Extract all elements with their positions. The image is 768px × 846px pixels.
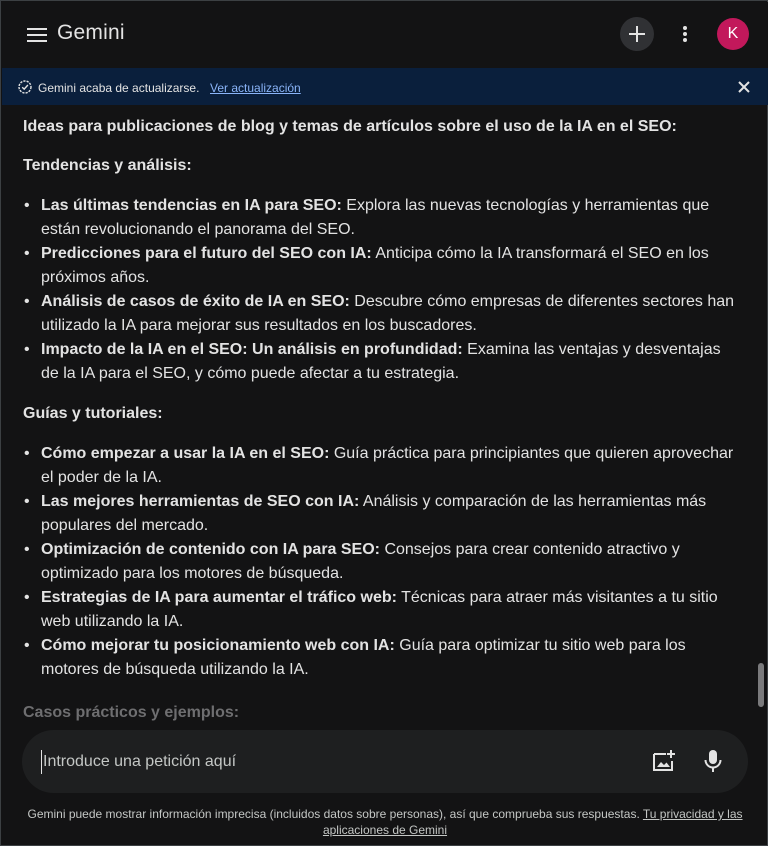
list-item [23, 538, 735, 586]
account-avatar[interactable]: K [717, 18, 749, 50]
menu-icon [27, 27, 47, 43]
bullet-list [23, 194, 735, 386]
menu-button[interactable] [20, 18, 54, 52]
section-heading: Guías y tutoriales: [23, 405, 163, 422]
list-item [23, 586, 735, 634]
more-vert-icon [683, 26, 687, 42]
update-banner [2, 68, 768, 105]
item-title: Las últimas tendencias en IA para SEO: [41, 197, 342, 214]
item-text: Descubre cómo empresas de diferentes sectores han utilizado la IA para mejorar sus resultados en los buscadores. [41, 293, 735, 334]
list-item [23, 490, 735, 538]
item-text: Anticipa cómo la IA transformará el SEO en los próximos años. [41, 245, 709, 286]
item-text: Consejos para crear contenido atractivo y optimizado para los motores de búsqueda. [41, 541, 680, 582]
response-content [23, 105, 745, 723]
close-icon[interactable] [735, 78, 753, 96]
new-chat-button[interactable] [620, 17, 654, 51]
item-text: Guía para optimizar tu sitio web para los motores de búsqueda utilizando la IA. [41, 637, 686, 678]
prompt-input[interactable] [41, 750, 601, 774]
item-title: Análisis de casos de éxito de IA en SEO: [41, 293, 350, 310]
list-item [23, 290, 735, 338]
bullet-list [23, 442, 735, 682]
microphone-icon[interactable] [701, 748, 725, 774]
view-update-link[interactable]: Ver actualización [210, 81, 301, 95]
disclaimer [13, 806, 757, 838]
banner-text: Gemini acaba de actualizarse. [38, 81, 200, 95]
item-text: Guía práctica para principiantes que quieren aprovechar el poder de la IA. [41, 445, 734, 486]
app-title: Gemini [57, 21, 125, 44]
prompt-box [22, 730, 748, 793]
top-bar [2, 2, 768, 68]
more-options-button[interactable] [670, 17, 700, 51]
list-item [23, 242, 735, 290]
response-title: Ideas para publicaciones de blog y temas de artículos sobre el uso de la IA en el SEO: [23, 118, 677, 135]
add-image-icon[interactable] [651, 748, 677, 774]
list-item [23, 634, 735, 682]
section-heading: Tendencias y análisis: [23, 157, 192, 174]
item-title: Predicciones para el futuro del SEO con IA: [41, 245, 372, 262]
disclaimer-text: Gemini puede mostrar información imprecisa (incluidos datos sobre personas), así que comprueba sus respuestas. [27, 807, 640, 821]
item-text: Análisis y comparación de las herramientas más populares del mercado. [41, 493, 707, 534]
item-title: Cómo mejorar tu posicionamiento web con IA: [41, 637, 395, 654]
item-text: Examina las ventajas y desventajas de la IA para el SEO, y cómo puede afectar a tu estrategia. [41, 341, 721, 382]
item-title: Cómo empezar a usar la IA en el SEO: [41, 445, 330, 462]
scrollbar-thumb[interactable] [758, 663, 764, 707]
item-text: Explora las nuevas tecnologías y herramientas que están revolucionando el panorama del SEO. [41, 197, 710, 238]
item-title: Las mejores herramientas de SEO con IA: [41, 493, 360, 510]
faded-section-heading: Casos prácticos y ejemplos: [23, 704, 240, 721]
list-item [23, 194, 735, 242]
check-badge-icon [18, 80, 32, 94]
item-text: Técnicas para atraer más visitantes a tu sitio web utilizando la IA. [41, 589, 718, 630]
item-title: Optimización de contenido con IA para SEO: [41, 541, 380, 558]
plus-icon [629, 26, 645, 42]
list-item [23, 338, 735, 386]
item-title: Impacto de la IA en el SEO: Un análisis en profundidad: [41, 341, 463, 358]
list-item [23, 442, 735, 490]
item-title: Estrategias de IA para aumentar el tráfico web: [41, 589, 397, 606]
privacy-link[interactable]: Tu privacidad y las aplicaciones de Gemini [322, 807, 743, 837]
